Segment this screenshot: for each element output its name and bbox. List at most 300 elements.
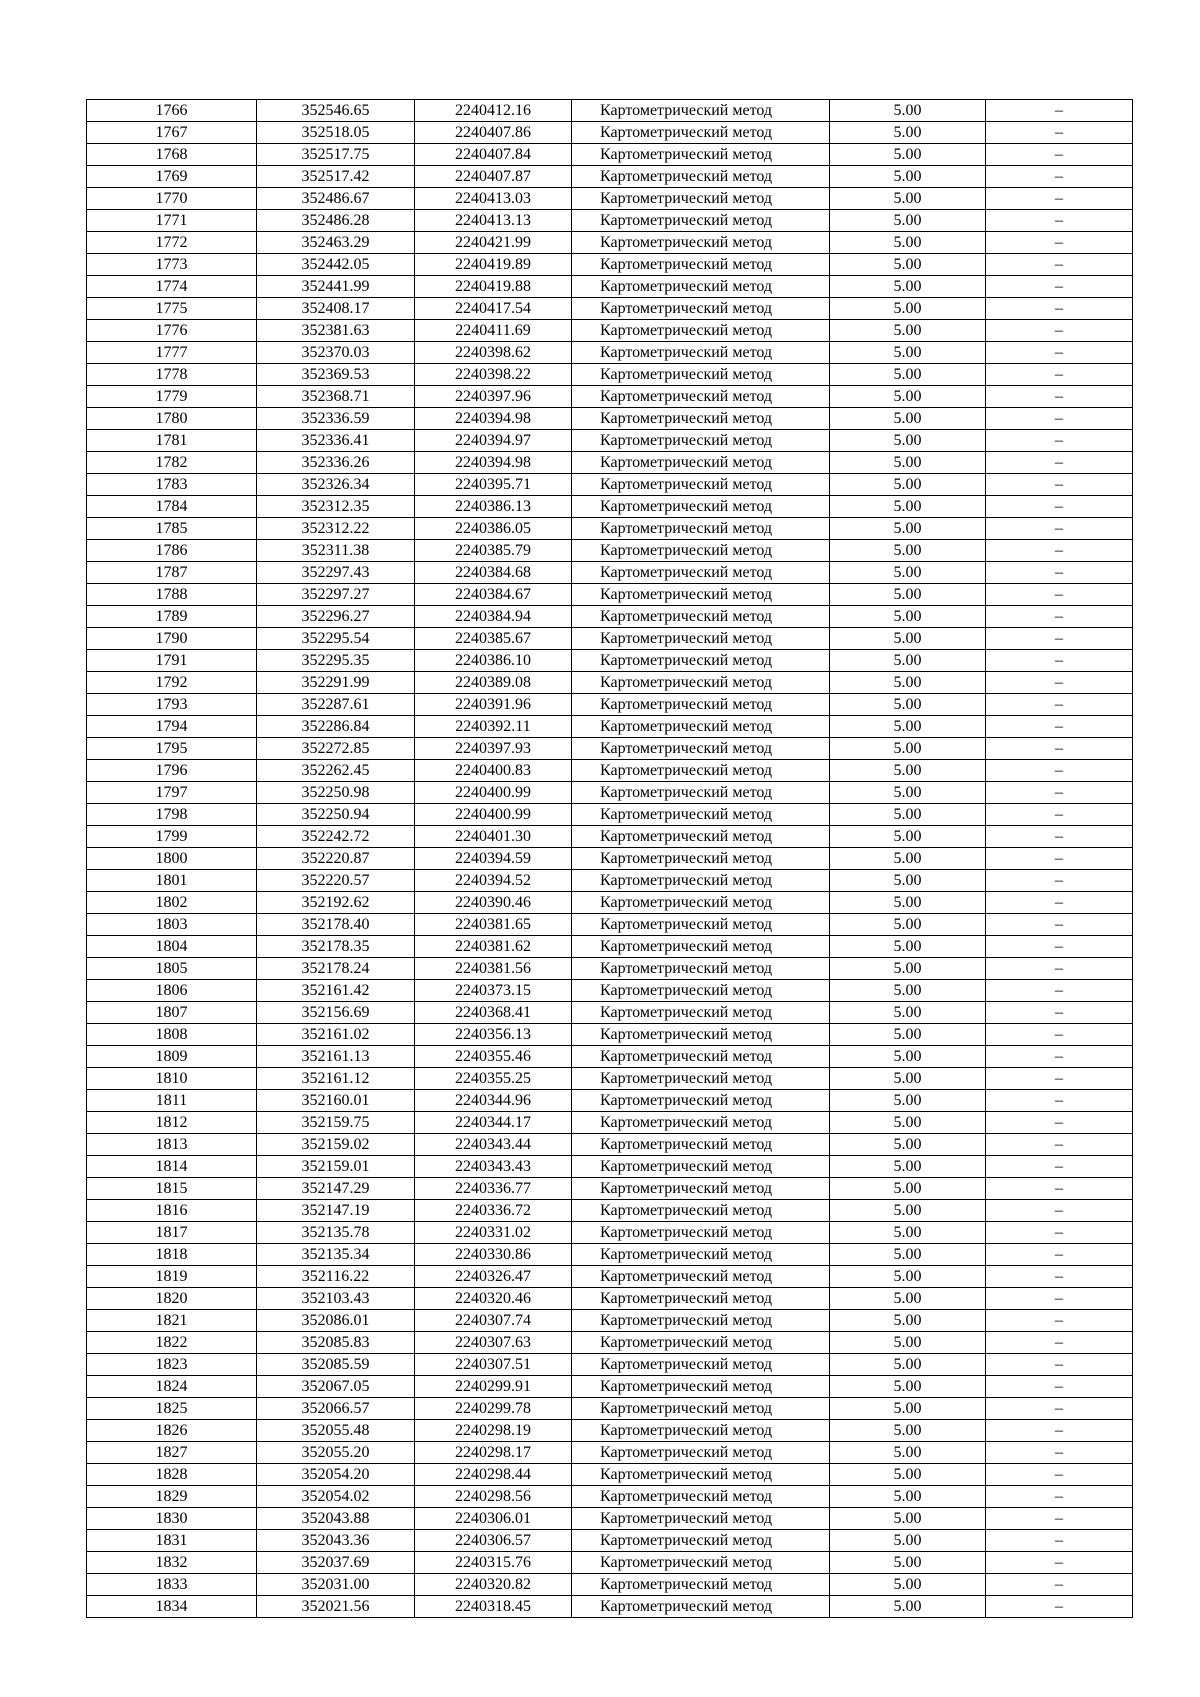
y-coordinate-cell: 2240307.51 [415,1354,572,1376]
x-coordinate-cell: 352054.02 [257,1486,415,1508]
x-coordinate-cell: 352272.85 [257,738,415,760]
y-coordinate-cell: 2240397.96 [415,386,572,408]
table-row [87,1442,1133,1464]
y-coordinate-cell: 2240331.02 [415,1222,572,1244]
description-cell: – [986,1552,1133,1574]
precision-cell: 5.00 [830,562,986,584]
point-number-cell: 1827 [87,1442,257,1464]
point-number-cell: 1829 [87,1486,257,1508]
x-coordinate-cell: 352135.34 [257,1244,415,1266]
method-cell: Картометрический метод [572,1090,830,1112]
precision-cell: 5.00 [830,672,986,694]
description-cell: – [986,672,1133,694]
y-coordinate-cell: 2240397.93 [415,738,572,760]
method-cell: Картометрический метод [572,408,830,430]
y-coordinate-cell: 2240385.79 [415,540,572,562]
x-coordinate-cell: 352262.45 [257,760,415,782]
precision-cell: 5.00 [830,650,986,672]
precision-cell: 5.00 [830,122,986,144]
table-row [87,804,1133,826]
method-cell: Картометрический метод [572,1420,830,1442]
description-cell: – [986,738,1133,760]
x-coordinate-cell: 352159.02 [257,1134,415,1156]
y-coordinate-cell: 2240384.68 [415,562,572,584]
precision-cell: 5.00 [830,1442,986,1464]
y-coordinate-cell: 2240386.05 [415,518,572,540]
point-number-cell: 1795 [87,738,257,760]
point-number-cell: 1799 [87,826,257,848]
precision-cell: 5.00 [830,276,986,298]
point-number-cell: 1788 [87,584,257,606]
x-coordinate-cell: 352054.20 [257,1464,415,1486]
precision-cell: 5.00 [830,1288,986,1310]
x-coordinate-cell: 352441.99 [257,276,415,298]
point-number-cell: 1791 [87,650,257,672]
precision-cell: 5.00 [830,188,986,210]
method-cell: Картометрический метод [572,1112,830,1134]
description-cell: – [986,606,1133,628]
point-number-cell: 1811 [87,1090,257,1112]
x-coordinate-cell: 352178.35 [257,936,415,958]
point-number-cell: 1773 [87,254,257,276]
table-row [87,342,1133,364]
y-coordinate-cell: 2240394.52 [415,870,572,892]
y-coordinate-cell: 2240417.54 [415,298,572,320]
point-number-cell: 1770 [87,188,257,210]
point-number-cell: 1825 [87,1398,257,1420]
y-coordinate-cell: 2240385.67 [415,628,572,650]
y-coordinate-cell: 2240394.59 [415,848,572,870]
y-coordinate-cell: 2240307.74 [415,1310,572,1332]
precision-cell: 5.00 [830,320,986,342]
method-cell: Картометрический метод [572,342,830,364]
y-coordinate-cell: 2240398.22 [415,364,572,386]
x-coordinate-cell: 352286.84 [257,716,415,738]
x-coordinate-cell: 352192.62 [257,892,415,914]
x-coordinate-cell: 352517.75 [257,144,415,166]
y-coordinate-cell: 2240419.89 [415,254,572,276]
precision-cell: 5.00 [830,518,986,540]
description-cell: – [986,716,1133,738]
description-cell: – [986,1442,1133,1464]
point-number-cell: 1794 [87,716,257,738]
y-coordinate-cell: 2240384.94 [415,606,572,628]
table-row [87,650,1133,672]
table-row [87,1112,1133,1134]
description-cell: – [986,1486,1133,1508]
y-coordinate-cell: 2240421.99 [415,232,572,254]
y-coordinate-cell: 2240400.83 [415,760,572,782]
point-number-cell: 1789 [87,606,257,628]
method-cell: Картометрический метод [572,276,830,298]
table-row [87,1310,1133,1332]
method-cell: Картометрический метод [572,518,830,540]
method-cell: Картометрический метод [572,1398,830,1420]
precision-cell: 5.00 [830,1574,986,1596]
method-cell: Картометрический метод [572,1288,830,1310]
x-coordinate-cell: 352486.28 [257,210,415,232]
method-cell: Картометрический метод [572,738,830,760]
table-row [87,518,1133,540]
x-coordinate-cell: 352295.35 [257,650,415,672]
point-number-cell: 1819 [87,1266,257,1288]
table-row [87,1288,1133,1310]
method-cell: Картометрический метод [572,254,830,276]
x-coordinate-cell: 352159.75 [257,1112,415,1134]
table-row [87,474,1133,496]
x-coordinate-cell: 352242.72 [257,826,415,848]
table-row [87,848,1133,870]
method-cell: Картометрический метод [572,694,830,716]
x-coordinate-cell: 352147.19 [257,1200,415,1222]
precision-cell: 5.00 [830,1002,986,1024]
table-row [87,320,1133,342]
precision-cell: 5.00 [830,1266,986,1288]
x-coordinate-cell: 352311.38 [257,540,415,562]
description-cell: – [986,254,1133,276]
y-coordinate-cell: 2240320.82 [415,1574,572,1596]
x-coordinate-cell: 352297.43 [257,562,415,584]
description-cell: – [986,848,1133,870]
description-cell: – [986,1134,1133,1156]
precision-cell: 5.00 [830,804,986,826]
description-cell: – [986,540,1133,562]
y-coordinate-cell: 2240336.72 [415,1200,572,1222]
method-cell: Картометрический метод [572,430,830,452]
description-cell: – [986,1354,1133,1376]
description-cell: – [986,804,1133,826]
description-cell: – [986,364,1133,386]
method-cell: Картометрический метод [572,474,830,496]
description-cell: – [986,1222,1133,1244]
method-cell: Картометрический метод [572,848,830,870]
method-cell: Картометрический метод [572,1332,830,1354]
point-number-cell: 1769 [87,166,257,188]
y-coordinate-cell: 2240306.57 [415,1530,572,1552]
table-row [87,1222,1133,1244]
point-number-cell: 1821 [87,1310,257,1332]
y-coordinate-cell: 2240394.98 [415,408,572,430]
method-cell: Картометрический метод [572,1310,830,1332]
y-coordinate-cell: 2240386.13 [415,496,572,518]
y-coordinate-cell: 2240330.86 [415,1244,572,1266]
y-coordinate-cell: 2240389.08 [415,672,572,694]
y-coordinate-cell: 2240395.71 [415,474,572,496]
table-row [87,1354,1133,1376]
table-row [87,298,1133,320]
point-number-cell: 1812 [87,1112,257,1134]
x-coordinate-cell: 352178.24 [257,958,415,980]
description-cell: – [986,276,1133,298]
method-cell: Картометрический метод [572,1200,830,1222]
x-coordinate-cell: 352066.57 [257,1398,415,1420]
y-coordinate-cell: 2240298.44 [415,1464,572,1486]
y-coordinate-cell: 2240298.56 [415,1486,572,1508]
x-coordinate-cell: 352161.42 [257,980,415,1002]
precision-cell: 5.00 [830,716,986,738]
y-coordinate-cell: 2240299.78 [415,1398,572,1420]
description-cell: – [986,1464,1133,1486]
method-cell: Картометрический метод [572,892,830,914]
method-cell: Картометрический метод [572,1508,830,1530]
x-coordinate-cell: 352518.05 [257,122,415,144]
description-cell: – [986,342,1133,364]
method-cell: Картометрический метод [572,1222,830,1244]
method-cell: Картометрический метод [572,1156,830,1178]
precision-cell: 5.00 [830,892,986,914]
point-number-cell: 1814 [87,1156,257,1178]
description-cell: – [986,1046,1133,1068]
description-cell: – [986,694,1133,716]
description-cell: – [986,1310,1133,1332]
x-coordinate-cell: 352021.56 [257,1596,415,1618]
point-number-cell: 1813 [87,1134,257,1156]
table-row [87,936,1133,958]
description-cell: – [986,166,1133,188]
description-cell: – [986,892,1133,914]
y-coordinate-cell: 2240343.43 [415,1156,572,1178]
precision-cell: 5.00 [830,936,986,958]
method-cell: Картометрический метод [572,870,830,892]
precision-cell: 5.00 [830,408,986,430]
point-number-cell: 1771 [87,210,257,232]
method-cell: Картометрический метод [572,958,830,980]
x-coordinate-cell: 352103.43 [257,1288,415,1310]
method-cell: Картометрический метод [572,1530,830,1552]
precision-cell: 5.00 [830,1068,986,1090]
point-number-cell: 1824 [87,1376,257,1398]
table-row [87,1398,1133,1420]
y-coordinate-cell: 2240299.91 [415,1376,572,1398]
x-coordinate-cell: 352161.02 [257,1024,415,1046]
description-cell: – [986,980,1133,1002]
method-cell: Картометрический метод [572,452,830,474]
precision-cell: 5.00 [830,1376,986,1398]
x-coordinate-cell: 352368.71 [257,386,415,408]
table-row [87,738,1133,760]
method-cell: Картометрический метод [572,144,830,166]
point-number-cell: 1808 [87,1024,257,1046]
point-number-cell: 1785 [87,518,257,540]
precision-cell: 5.00 [830,760,986,782]
method-cell: Картометрический метод [572,166,830,188]
table-row [87,782,1133,804]
table-row [87,1266,1133,1288]
point-number-cell: 1830 [87,1508,257,1530]
precision-cell: 5.00 [830,980,986,1002]
precision-cell: 5.00 [830,1332,986,1354]
precision-cell: 5.00 [830,1046,986,1068]
method-cell: Картометрический метод [572,628,830,650]
point-number-cell: 1784 [87,496,257,518]
table-row [87,232,1133,254]
precision-cell: 5.00 [830,144,986,166]
y-coordinate-cell: 2240368.41 [415,1002,572,1024]
method-cell: Картометрический метод [572,672,830,694]
description-cell: – [986,474,1133,496]
method-cell: Картометрический метод [572,1046,830,1068]
table-row [87,1332,1133,1354]
precision-cell: 5.00 [830,738,986,760]
y-coordinate-cell: 2240343.44 [415,1134,572,1156]
y-coordinate-cell: 2240386.10 [415,650,572,672]
method-cell: Картометрический метод [572,188,830,210]
x-coordinate-cell: 352295.54 [257,628,415,650]
y-coordinate-cell: 2240390.46 [415,892,572,914]
table-row [87,1552,1133,1574]
method-cell: Картометрический метод [572,1464,830,1486]
description-cell: – [986,584,1133,606]
y-coordinate-cell: 2240384.67 [415,584,572,606]
x-coordinate-cell: 352297.27 [257,584,415,606]
point-number-cell: 1820 [87,1288,257,1310]
x-coordinate-cell: 352159.01 [257,1156,415,1178]
x-coordinate-cell: 352043.88 [257,1508,415,1530]
y-coordinate-cell: 2240394.98 [415,452,572,474]
precision-cell: 5.00 [830,386,986,408]
point-number-cell: 1768 [87,144,257,166]
precision-cell: 5.00 [830,1090,986,1112]
point-number-cell: 1816 [87,1200,257,1222]
description-cell: – [986,1266,1133,1288]
table-row [87,1530,1133,1552]
precision-cell: 5.00 [830,210,986,232]
point-number-cell: 1802 [87,892,257,914]
table-row [87,452,1133,474]
point-number-cell: 1766 [87,100,257,122]
x-coordinate-cell: 352161.13 [257,1046,415,1068]
x-coordinate-cell: 352546.65 [257,100,415,122]
description-cell: – [986,782,1133,804]
method-cell: Картометрический метод [572,1574,830,1596]
precision-cell: 5.00 [830,496,986,518]
coordinates-table [86,99,1133,1618]
method-cell: Картометрический метод [572,936,830,958]
point-number-cell: 1774 [87,276,257,298]
table-row [87,540,1133,562]
point-number-cell: 1798 [87,804,257,826]
description-cell: – [986,1332,1133,1354]
precision-cell: 5.00 [830,958,986,980]
y-coordinate-cell: 2240401.30 [415,826,572,848]
precision-cell: 5.00 [830,1420,986,1442]
point-number-cell: 1772 [87,232,257,254]
point-number-cell: 1805 [87,958,257,980]
table-row [87,870,1133,892]
point-number-cell: 1831 [87,1530,257,1552]
x-coordinate-cell: 352220.57 [257,870,415,892]
description-cell: – [986,1200,1133,1222]
y-coordinate-cell: 2240344.96 [415,1090,572,1112]
method-cell: Картометрический метод [572,914,830,936]
x-coordinate-cell: 352178.40 [257,914,415,936]
point-number-cell: 1818 [87,1244,257,1266]
y-coordinate-cell: 2240373.15 [415,980,572,1002]
method-cell: Картометрический метод [572,364,830,386]
method-cell: Картометрический метод [572,1266,830,1288]
x-coordinate-cell: 352031.00 [257,1574,415,1596]
y-coordinate-cell: 2240381.62 [415,936,572,958]
description-cell: – [986,1508,1133,1530]
method-cell: Картометрический метод [572,320,830,342]
point-number-cell: 1786 [87,540,257,562]
point-number-cell: 1832 [87,1552,257,1574]
y-coordinate-cell: 2240318.45 [415,1596,572,1618]
x-coordinate-cell: 352085.83 [257,1332,415,1354]
point-number-cell: 1801 [87,870,257,892]
point-number-cell: 1822 [87,1332,257,1354]
precision-cell: 5.00 [830,1156,986,1178]
y-coordinate-cell: 2240400.99 [415,782,572,804]
y-coordinate-cell: 2240356.13 [415,1024,572,1046]
method-cell: Картометрический метод [572,298,830,320]
y-coordinate-cell: 2240413.03 [415,188,572,210]
precision-cell: 5.00 [830,1464,986,1486]
x-coordinate-cell: 352336.59 [257,408,415,430]
y-coordinate-cell: 2240298.19 [415,1420,572,1442]
point-number-cell: 1817 [87,1222,257,1244]
x-coordinate-cell: 352336.26 [257,452,415,474]
description-cell: – [986,1376,1133,1398]
y-coordinate-cell: 2240412.16 [415,100,572,122]
x-coordinate-cell: 352161.12 [257,1068,415,1090]
point-number-cell: 1810 [87,1068,257,1090]
description-cell: – [986,1288,1133,1310]
y-coordinate-cell: 2240413.13 [415,210,572,232]
method-cell: Картометрический метод [572,1376,830,1398]
precision-cell: 5.00 [830,166,986,188]
method-cell: Картометрический метод [572,1134,830,1156]
y-coordinate-cell: 2240391.96 [415,694,572,716]
precision-cell: 5.00 [830,1552,986,1574]
table-row [87,1574,1133,1596]
precision-cell: 5.00 [830,298,986,320]
point-number-cell: 1834 [87,1596,257,1618]
table-row [87,1200,1133,1222]
method-cell: Картометрический метод [572,606,830,628]
x-coordinate-cell: 352250.94 [257,804,415,826]
table-row [87,1024,1133,1046]
x-coordinate-cell: 352486.67 [257,188,415,210]
precision-cell: 5.00 [830,870,986,892]
method-cell: Картометрический метод [572,716,830,738]
table-row [87,826,1133,848]
table-row [87,958,1133,980]
description-cell: – [986,518,1133,540]
description-cell: – [986,870,1133,892]
y-coordinate-cell: 2240355.25 [415,1068,572,1090]
point-number-cell: 1777 [87,342,257,364]
method-cell: Картометрический метод [572,210,830,232]
method-cell: Картометрический метод [572,782,830,804]
x-coordinate-cell: 352370.03 [257,342,415,364]
method-cell: Картометрический метод [572,826,830,848]
description-cell: – [986,1530,1133,1552]
method-cell: Картометрический метод [572,1442,830,1464]
method-cell: Картометрический метод [572,1178,830,1200]
table-row [87,122,1133,144]
x-coordinate-cell: 352296.27 [257,606,415,628]
point-number-cell: 1826 [87,1420,257,1442]
y-coordinate-cell: 2240326.47 [415,1266,572,1288]
y-coordinate-cell: 2240394.97 [415,430,572,452]
x-coordinate-cell: 352156.69 [257,1002,415,1024]
description-cell: – [986,100,1133,122]
method-cell: Картометрический метод [572,760,830,782]
precision-cell: 5.00 [830,914,986,936]
point-number-cell: 1809 [87,1046,257,1068]
description-cell: – [986,936,1133,958]
